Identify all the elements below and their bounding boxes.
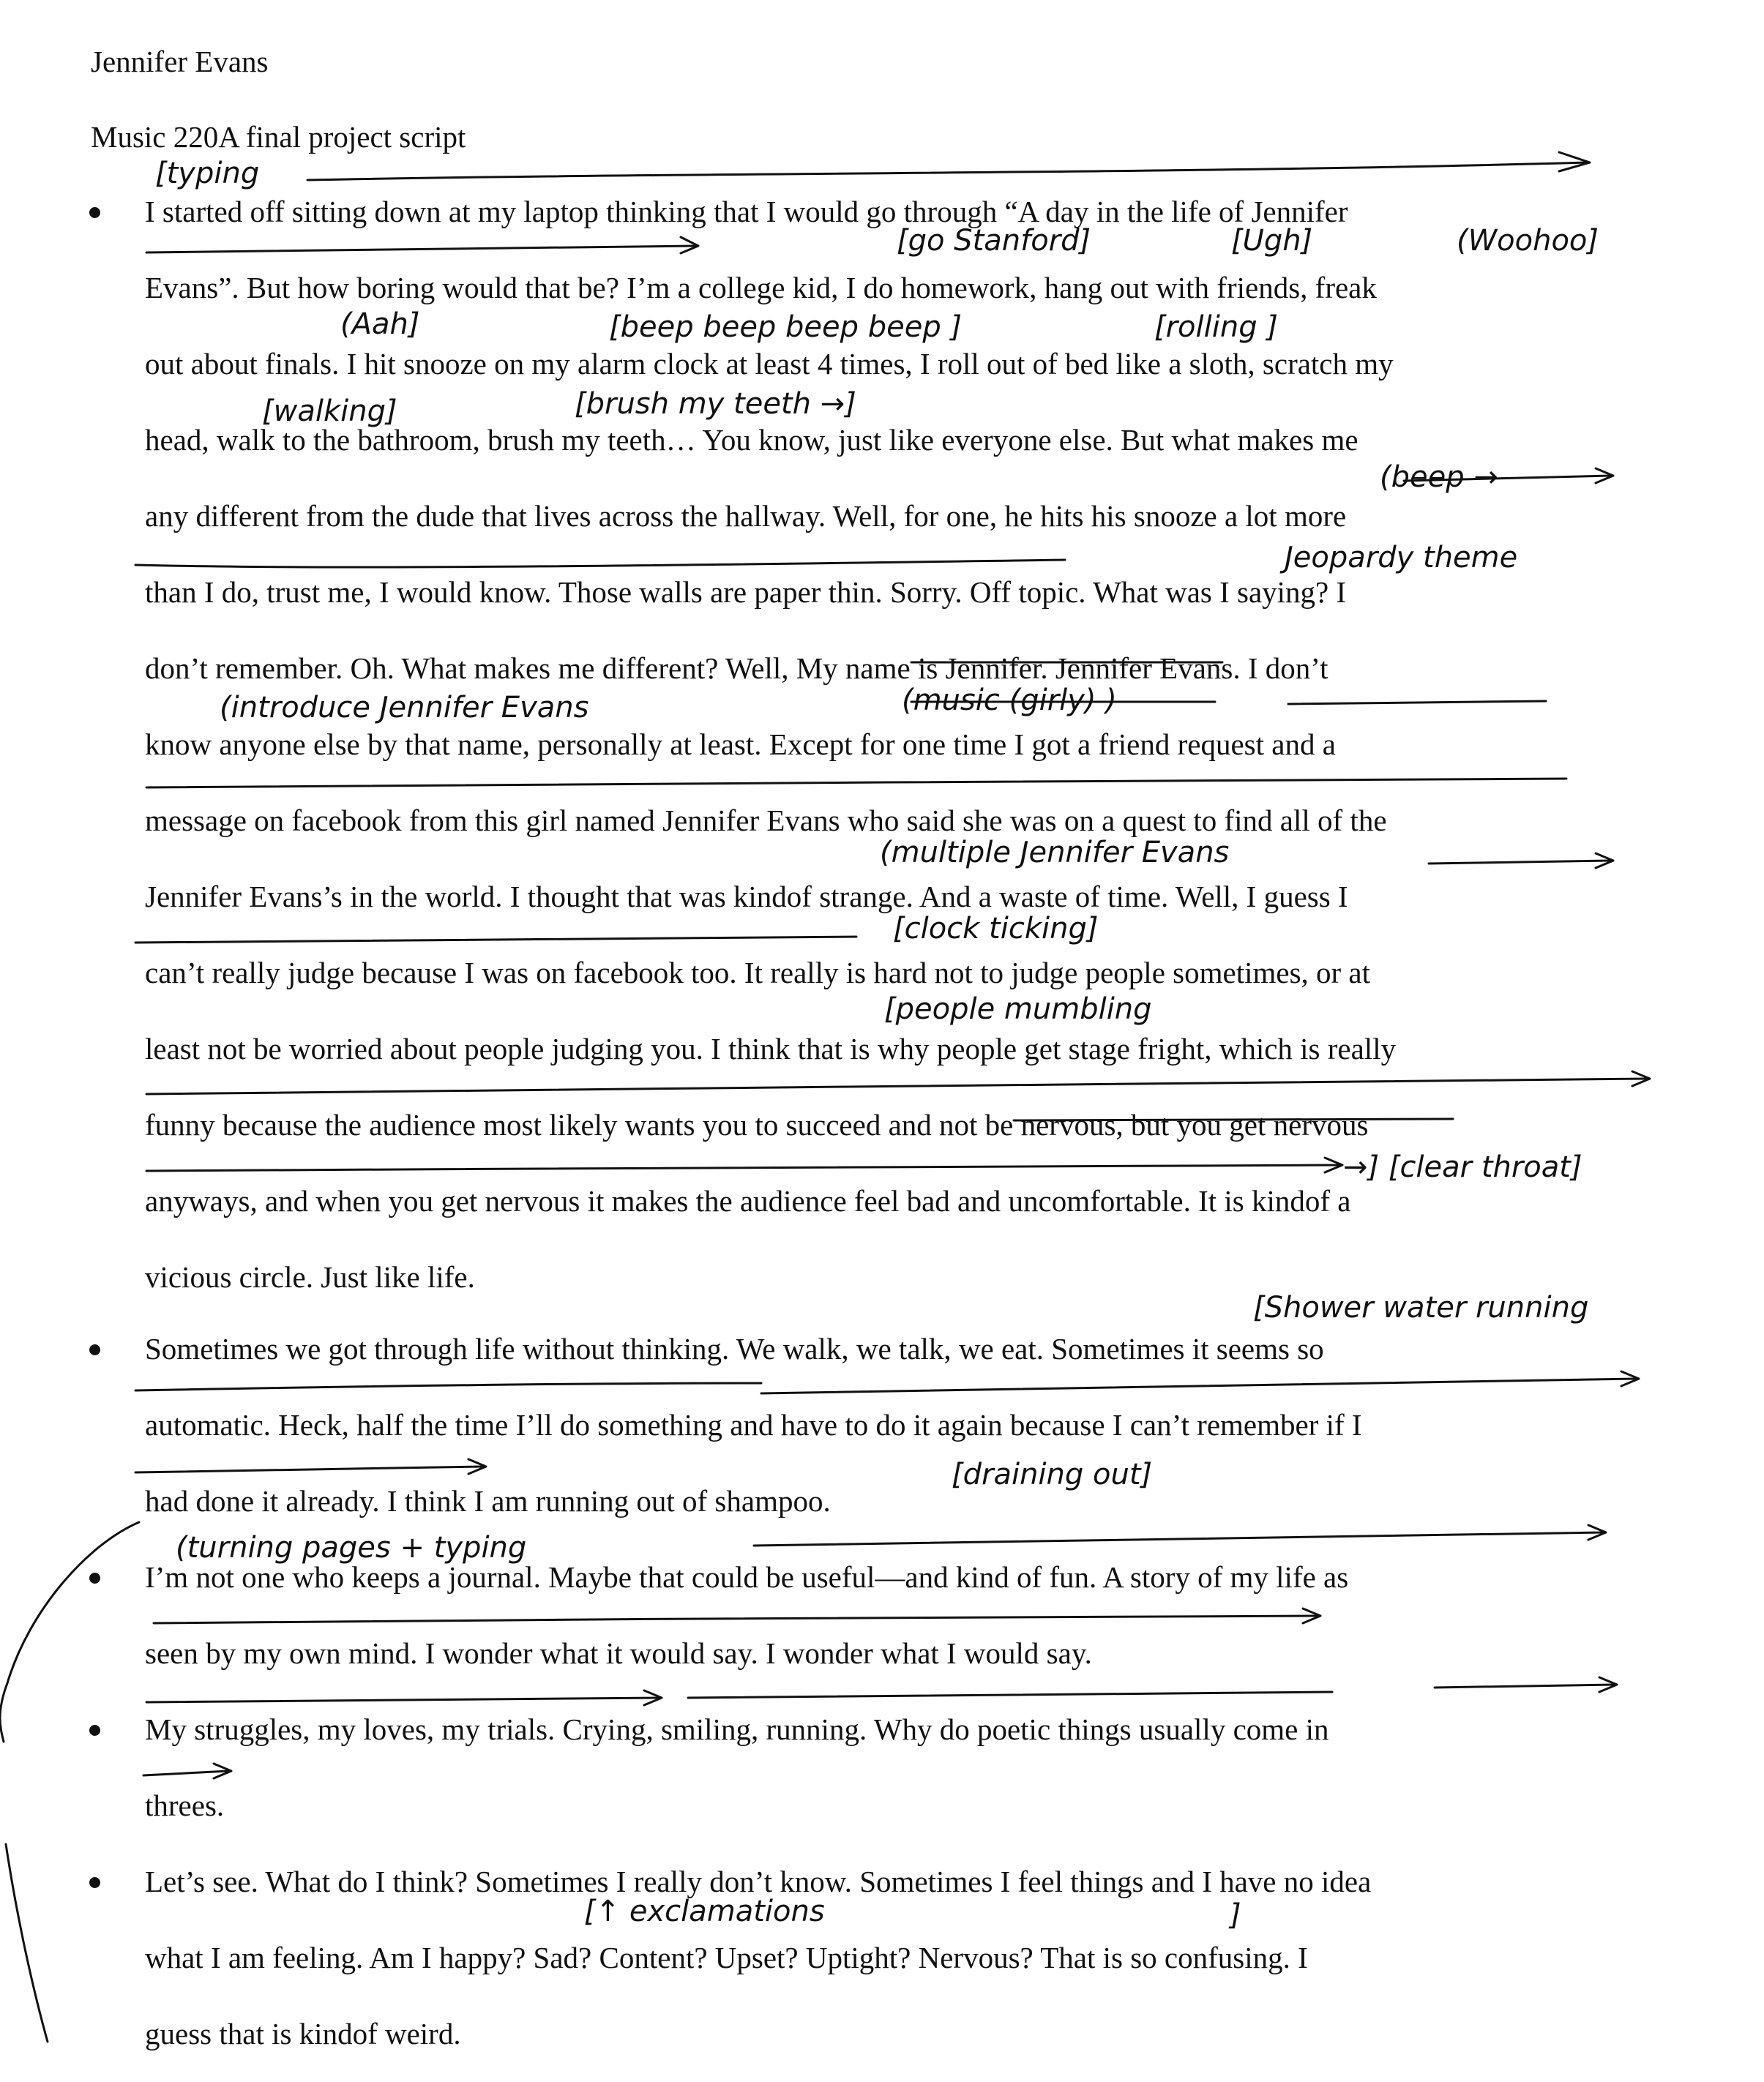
- script-line: head, walk to the bathroom, brush my teeth… You know, just like everyone else. But what makes me: [145, 423, 1358, 457]
- strikethrough-mark: [1014, 1119, 1453, 1120]
- annotation-draining: [draining out]: [952, 1458, 1153, 1491]
- duration-line: [754, 1532, 1603, 1546]
- annotation-rolling: [rolling ]: [1154, 310, 1278, 344]
- annotation-jeopardy: Jeopardy theme: [1285, 541, 1518, 574]
- annotation-turning-pages: (turning pages + typing: [176, 1531, 527, 1565]
- duration-line: [135, 1467, 483, 1472]
- duration-line: [146, 246, 695, 252]
- author-name: Jennifer Evans: [91, 45, 269, 78]
- annotation-exclamations: [↑ exclamations: [584, 1895, 825, 1928]
- margin-bracket-curve: [6, 1844, 48, 2042]
- script-line: least not be worried about people judging you. I think that is why people get stage fright, which is really: [145, 1032, 1397, 1066]
- annotation-music-girly: (music (girly) ): [902, 684, 1117, 717]
- annotation-walking: [walking]: [262, 394, 397, 428]
- document-title: Music 220A final project script: [91, 120, 466, 154]
- duration-line: [1429, 861, 1610, 864]
- annotation-aah: (Aah]: [340, 307, 420, 341]
- annotation-multiple-jennifers: (multiple Jennifer Evans: [880, 836, 1230, 869]
- script-line: guess that is kindof weird.: [145, 2017, 461, 2051]
- script-line: had done it already. I think I am running out of shampoo.: [145, 1484, 831, 1518]
- duration-line: [135, 1383, 761, 1390]
- annotation-ugh: [Ugh]: [1231, 224, 1313, 258]
- duration-line: [146, 1165, 1339, 1171]
- duration-line: [135, 560, 1065, 567]
- script-line: threes.: [145, 1789, 225, 1822]
- annotation-clock-ticking: [clock ticking]: [893, 912, 1099, 945]
- script-line: funny because the audience most likely wants you to succeed and not be nervous, but you get nervous: [145, 1108, 1369, 1142]
- script-line: any different from the dude that lives across the hallway. Well, for one, he hits his snooze a lot more: [145, 499, 1347, 533]
- script-line: can’t really judge because I was on facebook too. It really is hard not to judge people sometimes, or at: [145, 956, 1371, 989]
- script-line: I’m not one who keeps a journal. Maybe that could be useful—and kind of fun. A story of my life as: [145, 1560, 1349, 1594]
- duration-line: [146, 779, 1566, 787]
- annotation-people-mumbling: [people mumbling: [884, 992, 1152, 1026]
- script-line: what I am feeling. Am I happy? Sad? Content? Upset? Uptight? Nervous? That is so confusing. I: [145, 1941, 1308, 1974]
- script-line: out about finals. I hit snooze on my alarm clock at least 4 times, I roll out of bed like a sloth, scratch my: [145, 347, 1394, 381]
- script-line: vicious circle. Just like life.: [145, 1260, 475, 1294]
- duration-line: [154, 1616, 1318, 1623]
- script-line: know anyone else by that name, personally at least. Except for one time I got a friend request and a: [145, 727, 1336, 761]
- script-line: anyways, and when you get nervous it makes the audience feel bad and uncomfortable. It is kindof a: [145, 1184, 1351, 1218]
- duration-line: [1288, 701, 1546, 704]
- duration-line: [761, 1379, 1636, 1393]
- script-line: automatic. Heck, half the time I’ll do something and have to do it again because I can’t remember if I: [145, 1408, 1362, 1442]
- duration-line: [135, 937, 856, 943]
- duration-line: [307, 162, 1588, 180]
- annotation-shower: [Shower water running: [1253, 1291, 1589, 1325]
- annotation-introduce: (introduce Jennifer Evans: [220, 691, 589, 724]
- duration-line: [146, 1079, 1647, 1094]
- duration-line: [143, 1771, 228, 1775]
- duration-line: [688, 1692, 1332, 1698]
- annotation-go-stanford: [go Stanford]: [897, 224, 1091, 258]
- margin-bracket-curve: [0, 1522, 139, 1742]
- script-line: Jennifer Evans’s in the world. I thought that was kindof strange. And a waste of time. Well, I guess I: [145, 880, 1348, 913]
- annotation-beep-beep: [beep beep beep beep ]: [609, 310, 963, 344]
- arrow-head: [1559, 152, 1590, 171]
- duration-line: [1435, 1685, 1614, 1688]
- script-line: I started off sitting down at my laptop thinking that I would go through “A day in the life of Jennifer: [145, 195, 1348, 228]
- annotation-bracket: ]: [1230, 1898, 1241, 1932]
- annotation-typing: [typing: [155, 157, 260, 190]
- script-line: Let’s see. What do I think? Sometimes I really don’t know. Sometimes I feel things and I have no idea: [145, 1865, 1372, 1898]
- script-line: Sometimes we got through life without thinking. We walk, we talk, we eat. Sometimes it seems so: [145, 1332, 1324, 1366]
- script-line: My struggles, my loves, my trials. Crying, smiling, running. Why do poetic things usually come in: [145, 1712, 1329, 1746]
- duration-line: [146, 1698, 659, 1702]
- annotation-beep: (beep →: [1380, 460, 1498, 494]
- annotation-woohoo: (Woohoo]: [1457, 224, 1599, 258]
- script-line: Evans”. But how boring would that be? I’m a college kid, I do homework, hang out with friends, freak: [145, 271, 1377, 304]
- script-line: message on facebook from this girl named Jennifer Evans who said she was on a quest to find all of the: [145, 804, 1387, 837]
- script-line: than I do, trust me, I would know. Those walls are paper thin. Sorry. Off topic. What was I saying? I: [145, 575, 1347, 609]
- annotation-clear-throat: →] [clear throat]: [1343, 1150, 1582, 1184]
- script-line: seen by my own mind. I wonder what it would say. I wonder what I would say.: [145, 1636, 1092, 1670]
- annotation-brush-teeth: [brush my teeth →]: [575, 387, 856, 421]
- script-line: don’t remember. Oh. What makes me different? Well, My name is Jennifer. Jennifer Evans. I don’t: [145, 651, 1328, 685]
